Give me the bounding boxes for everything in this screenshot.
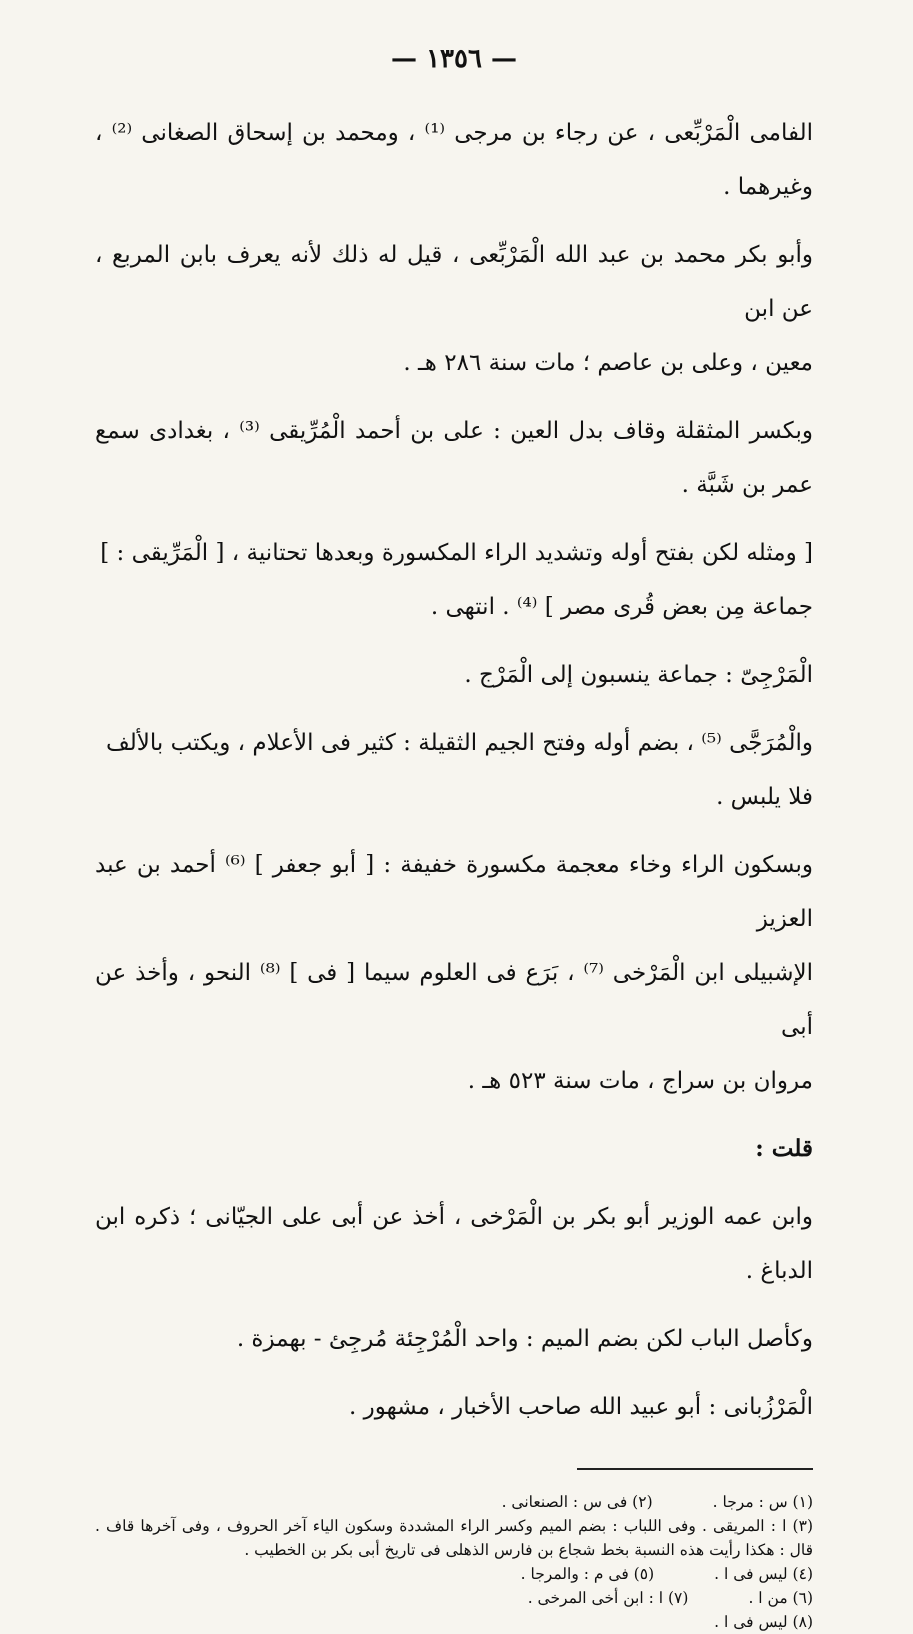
- footnote-row: [95, 1586, 813, 1610]
- text-line: وابن عمه الوزير أبو بكر بن الْمَرْخى ، أخذ عن أبى على الجيّانى ؛ ذكره ابن الدباغ .: [95, 1204, 813, 1284]
- footnote: (١) س : مرجا .: [712, 1493, 813, 1511]
- footnote: (٤) ليس فى ا .: [714, 1565, 813, 1583]
- footnote-row: [95, 1562, 813, 1586]
- text-line: وأبو بكر محمد بن عبد الله الْمَرْبِّعى ، قيل له ذلك لأنه يعرف بابن المربع ، عن ابن: [95, 242, 813, 322]
- footnote: (٦) من ا .: [748, 1589, 813, 1607]
- text-line: معين ، وعلى بن عاصم ؛ مات سنة ٢٨٦ هـ .: [403, 350, 813, 376]
- text-line: فلا يلبس .: [716, 784, 813, 810]
- text-line: الفامى الْمَرْبِّعى ، عن رجاء بن مرجى ⁽¹⁾ ، ومحمد بن إسحاق الصغانى ⁽²⁾ ، وغيرهما .: [95, 120, 813, 200]
- footnote: (٢) فى س : الصنعانى .: [501, 1493, 653, 1511]
- text-line: الْمَرْزُبانى : أبو عبيد الله صاحب الأخبار ، مشهور .: [349, 1394, 813, 1420]
- text-line: وبكسر المثقلة وقاف بدل العين : على بن أحمد الْمُرِّيقى ⁽³⁾ ، بغدادى سمع عمر بن شَبَّة .: [95, 418, 813, 498]
- text-line: وبسكون الراء وخاء معجمة مكسورة خفيفة : [ أبو جعفر ] ⁽⁶⁾ أحمد بن عبد العزيز: [95, 852, 813, 932]
- main-text: [95, 106, 813, 1434]
- footnote-row: [95, 1490, 813, 1514]
- text-line: [ ومثله لكن بفتح أوله وتشديد الراء المكسورة وبعدها تحتانية ، [ الْمَرِّيقى : ]: [100, 540, 813, 566]
- footnotes: [95, 1490, 813, 1634]
- section-heading: قلت :: [755, 1135, 813, 1162]
- text-line: وكأصل الباب لكن بضم الميم : واحد الْمُرْجِئة مُرجِئ - بهمزة .: [236, 1326, 813, 1352]
- text-line: الإشبيلى ابن الْمَرْخى ⁽⁷⁾ ، بَرَع فى العلوم سيما [ فى ] ⁽⁸⁾ النحو ، وأخذ عن أبى: [95, 960, 814, 1040]
- text-line: والْمُرَجَّى ⁽⁵⁾ ، بضم أوله وفتح الجيم الثقيلة : كثير فى الأعلام ، ويكتب بالألف: [105, 730, 813, 756]
- page-number: — ١٣٥٦ —: [391, 44, 517, 74]
- text-line: مروان بن سراج ، مات سنة ٥٢٣ هـ .: [467, 1068, 813, 1094]
- text-line: جماعة مِن بعض قُرى مصر ] ⁽⁴⁾ . انتهى .: [430, 594, 813, 620]
- footnote: (٨) ليس فى ا .: [714, 1613, 813, 1631]
- footnote-row: [95, 1610, 813, 1634]
- footnote: (٧) ا : ابن أخى المرخى .: [527, 1589, 689, 1607]
- text-line: الْمَرْجِىّ : جماعة ينسبون إلى الْمَرْج .: [464, 662, 813, 688]
- footnote: (٥) فى م : والمرجا .: [520, 1565, 655, 1583]
- footnote: (٣) ا : المريقى . وفى اللباب : بضم الميم وكسر الراء المشددة وسكون الياء آخر الحروف ، وفى آخرها قاف . قال : هكذا رأيت هذه النسبة بخط شجاع بن فارس الذهلى فى تاريخ أبى بكر بن الخطيب .: [95, 1517, 813, 1559]
- footnote-divider: [577, 1468, 813, 1470]
